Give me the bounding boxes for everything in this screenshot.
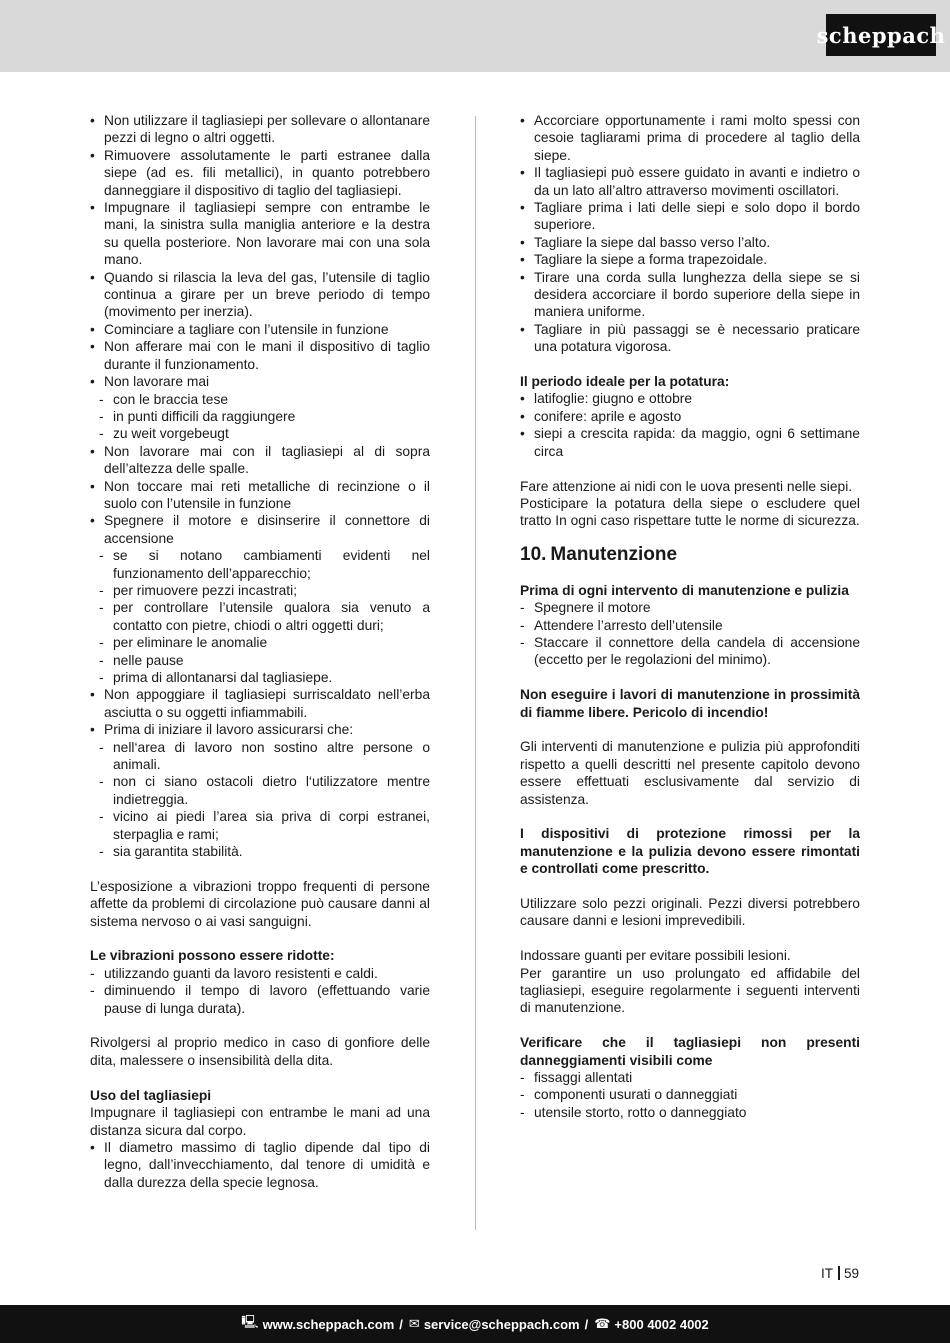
phone-icon: ☎: [594, 1316, 611, 1331]
dash-item: [90, 408, 430, 425]
bullet-item: [90, 112, 430, 147]
dash-marker: -: [99, 635, 104, 651]
list-item-text: in punti difficili da raggiungere: [113, 408, 296, 424]
bullet-item: [90, 443, 430, 478]
dash-marker: -: [520, 1104, 525, 1120]
bullet-marker: •: [520, 234, 525, 250]
column-divider: [475, 116, 476, 1230]
bullet-item: [90, 373, 430, 390]
list-item-text: Non utilizzare il tagliasiepi per sollevare o allontanare pezzi di legno o altri oggetti.: [104, 113, 430, 146]
bold-subheading: Prima di ogni intervento di manutenzione e pulizia: [520, 582, 849, 598]
footer-email-link[interactable]: service@scheppach.com: [423, 1316, 580, 1332]
bullet-marker: •: [520, 165, 525, 181]
bullet-item: [520, 269, 860, 321]
paragraph: Utilizzare solo pezzi originali. Pezzi diversi potrebbero causare danni e lesioni imprevedibili.: [520, 895, 860, 929]
bullet-marker: •: [90, 200, 95, 216]
bullet-marker: •: [90, 374, 95, 390]
list-item-text: Attendere l’arresto dell’utensile: [534, 617, 723, 633]
paragraph-spacer: [520, 356, 860, 373]
list-item-text: sia garantita stabilità.: [113, 844, 243, 860]
dash-item: [520, 599, 860, 616]
bullet-marker: •: [520, 269, 525, 285]
paragraph: Per garantire un uso prolungato ed affidabile del tagliasiepi, eseguire regolarmente i seguenti interventi di manutenzione.: [520, 965, 860, 1016]
list-item-text: Non lavorare mai: [104, 374, 210, 390]
list-item-text: Staccare il connettore della candela di accensione (eccetto per le regolazioni del minimo).: [534, 634, 860, 668]
bullet-item: [90, 686, 430, 721]
bullet-item: [90, 338, 430, 373]
list-item-text: fissaggi allentati: [534, 1070, 633, 1085]
bold-subheading: Verificare che il tagliasiepi non presenti danneggiamenti visibili come: [520, 1035, 860, 1068]
dash-marker: -: [520, 617, 525, 633]
dash-marker: -: [99, 774, 104, 790]
paragraph-spacer: [90, 1069, 430, 1086]
dash-marker: -: [99, 408, 104, 424]
bullet-marker: •: [90, 1139, 95, 1155]
list-item-text: Tagliare la siepe a forma trapezoidale.: [534, 252, 768, 268]
bullet-marker: •: [90, 339, 95, 355]
page-number: [821, 1266, 859, 1281]
dash-item: [520, 1086, 860, 1103]
list-item-text: per eliminare le anomalie: [113, 635, 268, 651]
dash-item: [90, 808, 430, 843]
bullet-marker: •: [90, 321, 95, 337]
page-number-value: 59: [843, 1266, 859, 1281]
bullet-marker: •: [90, 113, 95, 128]
dash-item: [90, 599, 430, 634]
list-item-text: Il tagliasiepi può essere guidato in avanti e indietro o da un lato all’altro attraverso movimenti oscillatori.: [534, 165, 860, 198]
dash-item: [90, 669, 430, 686]
dash-item: [90, 425, 430, 442]
paragraph-spacer: [520, 878, 860, 895]
list-item-text: Spegnere il motore: [534, 600, 651, 616]
bullet-marker: •: [520, 321, 525, 337]
paragraph: Indossare guanti per evitare possibili lesioni.: [520, 948, 791, 964]
list-item-text: non ci siano ostacoli dietro l‘utilizzatore mentre indietreggia.: [113, 774, 430, 807]
list-item-text: diminuendo il tempo di lavoro (effettuando varie pause di lunga durata).: [104, 983, 430, 1016]
list-item-text: prima di allontanarsi dal tagliasiepe.: [113, 670, 333, 685]
list-item-text: Prima di iniziare il lavoro assicurarsi che:: [104, 722, 354, 738]
paragraph-spacer: [520, 1017, 860, 1034]
language-code: IT: [820, 1266, 833, 1281]
dash-item: [90, 773, 430, 808]
left-column: [90, 112, 430, 1191]
dash-marker: -: [99, 809, 104, 825]
computer-icon: 🖳: [241, 1314, 259, 1329]
list-item-text: per controllare l’utensile qualora sia venuto a contatto con pietre, chiodi o altri oggetti duri;: [113, 600, 430, 633]
paragraph: L’esposizione a vibrazioni troppo frequenti di persone affette da problemi di circolazione può causare danni al sistema nervoso o ai vasi sanguigni.: [90, 878, 430, 929]
bullet-marker: •: [90, 513, 95, 529]
envelope-icon: ✉: [408, 1316, 420, 1331]
list-item-text: Spegnere il motore e disinserire il connettore di accensione: [104, 513, 430, 546]
dash-marker: -: [520, 1087, 525, 1103]
footer-bar: [0, 1305, 950, 1343]
bullet-item: [520, 234, 860, 251]
bold-subheading: Le vibrazioni possono essere ridotte:: [90, 948, 335, 964]
list-item-text: Tirare una corda sulla lunghezza della siepe se si desidera accorciare il bordo superiore della siepe in maniera uniforme.: [534, 269, 860, 320]
bullet-item: [520, 408, 860, 425]
dash-marker: -: [90, 983, 95, 999]
bullet-marker: •: [520, 113, 525, 128]
bullet-marker: •: [90, 269, 95, 285]
dash-marker: -: [520, 634, 525, 650]
bullet-marker: •: [90, 687, 95, 703]
paragraph-spacer: [90, 1017, 430, 1034]
dash-item: [90, 739, 430, 774]
bullet-marker: •: [520, 252, 525, 268]
dash-marker: -: [99, 582, 104, 598]
brand-logo: scheppach: [826, 14, 936, 56]
dash-marker: -: [90, 965, 95, 981]
dash-marker: -: [520, 1070, 525, 1085]
list-item-text: nelle pause: [113, 652, 184, 668]
bullet-item: [90, 721, 430, 738]
paragraph: Posticipare la potatura della siepe o escludere quel tratto In ogni caso rispettare tutte le norme di sicurezza.: [520, 495, 860, 529]
footer-website-link[interactable]: www.scheppach.com: [262, 1316, 395, 1332]
list-item-text: Quando si rilascia la leva del gas, l’utensile di taglio continua a girare per un breve periodo di tempo (movimento per inerzia).: [104, 269, 430, 320]
dash-item: [90, 652, 430, 669]
list-item-text: vicino ai piedi l’area sia priva di corpi estranei, sterpaglia e rami;: [113, 809, 430, 842]
list-item-text: zu weit vorgebeugt: [113, 426, 229, 442]
section-number: 10.: [520, 543, 547, 565]
list-item-text: Non toccare mai reti metalliche di recinzione o il suolo con l’utensile in funzione: [104, 478, 430, 511]
dash-marker: -: [520, 600, 525, 616]
bullet-item: [90, 269, 430, 321]
dash-item: [90, 982, 430, 1017]
paragraph-spacer: [520, 808, 860, 825]
list-item-text: con le braccia tese: [113, 391, 229, 407]
bullet-item: [520, 321, 860, 356]
bullet-item: [90, 199, 430, 269]
dash-marker: -: [99, 652, 104, 668]
list-item-text: Non appoggiare il tagliasiepi surriscaldato nell’erba asciutta o su oggetti infiammabili.: [104, 687, 430, 720]
bullet-marker: •: [90, 147, 95, 163]
bullet-marker: •: [520, 200, 525, 216]
list-item-text: Non lavorare mai con il tagliasiepi al di sopra dell’altezza delle spalle.: [104, 443, 430, 477]
header-bar: [0, 0, 950, 72]
paragraph-spacer: [90, 930, 430, 947]
section-title: Manutenzione: [550, 543, 678, 565]
list-item-text: conifere: aprile e agosto: [534, 408, 682, 424]
paragraph-spacer: [520, 930, 860, 947]
dash-marker: -: [99, 391, 104, 407]
bullet-marker: •: [90, 443, 95, 459]
bold-subheading: I dispositivi di protezione rimossi per la manutenzione e la pulizia devono essere rimontati e controllati come prescritto.: [520, 826, 860, 877]
list-item-text: per rimuovere pezzi incastrati;: [113, 582, 298, 598]
list-item-text: Impugnare il tagliasiepi sempre con entrambe le mani, la sinistra sulla maniglia anteriore e la destra su quella posteriore. Non lavorare mai con una sola mano.: [104, 200, 430, 268]
paragraph-spacer: [520, 669, 860, 686]
list-item-text: Tagliare in più passaggi se è necessario praticare una potatura vigorosa.: [534, 321, 860, 355]
list-item-text: Rimuovere assolutamente le parti estranee dalla siepe (ad es. fili metallici), in quanto potrebbero danneggiare il dispositivo di taglio del tagliasiepi.: [104, 147, 430, 198]
paragraph-spacer: [520, 460, 860, 477]
page-separator: [838, 1266, 840, 1280]
dash-marker: -: [99, 670, 104, 685]
paragraph: Gli interventi di manutenzione e pulizia più approfonditi rispetto a quelli descritti nel presente capitolo devono essere effettuati esclusivamente dal servizio di assistenza.: [520, 739, 860, 807]
dash-item: [90, 582, 430, 599]
paragraph-spacer: [520, 721, 860, 738]
right-column: [520, 112, 860, 1121]
list-item-text: latifoglie: giugno e ottobre: [534, 391, 693, 407]
bullet-marker: •: [90, 478, 95, 494]
dash-item: [90, 634, 430, 651]
bullet-item: [90, 321, 430, 338]
bullet-item: [520, 251, 860, 268]
dash-item: [520, 634, 860, 669]
section-heading: [520, 544, 860, 566]
dash-marker: -: [99, 548, 104, 564]
list-item-text: se si notano cambiamenti evidenti nel funzionamento dell’apparecchio;: [113, 548, 430, 581]
bold-subheading: Uso del tagliasiepi: [90, 1087, 212, 1103]
paragraph: Impugnare il tagliasiepi con entrambe le mani ad una distanza sicura dal corpo.: [90, 1105, 430, 1138]
list-item-text: Non afferare mai con le mani il dispositivo di taglio durante il funzionamento.: [104, 339, 430, 372]
dash-marker: -: [99, 739, 104, 755]
dash-item: [520, 617, 860, 634]
dash-item: [90, 965, 430, 982]
bullet-item: [520, 390, 860, 407]
bullet-marker: •: [520, 391, 525, 407]
bullet-item: [520, 425, 860, 460]
dash-item: [520, 1104, 860, 1121]
dash-marker: -: [99, 600, 104, 616]
bullet-item: [90, 1139, 430, 1191]
list-item-text: utensile storto, rotto o danneggiato: [534, 1104, 747, 1120]
footer-separator: /: [584, 1316, 589, 1332]
bullet-item: [90, 512, 430, 547]
dash-marker: -: [99, 426, 104, 442]
dash-item: [90, 391, 430, 408]
dash-item: [520, 1069, 860, 1086]
dash-item: [90, 547, 430, 582]
list-item-text: utilizzando guanti da lavoro resistenti e caldi.: [104, 965, 378, 981]
bullet-marker: •: [520, 426, 525, 442]
bold-subheading: Il periodo ideale per la potatura:: [520, 374, 730, 390]
bullet-marker: •: [520, 408, 525, 424]
bullet-item: [520, 199, 860, 234]
paragraph-spacer: [90, 860, 430, 877]
list-item-text: nell‘area di lavoro non sostino altre persone o animali.: [113, 739, 430, 773]
list-item-text: componenti usurati o danneggiati: [534, 1087, 738, 1103]
bullet-item: [90, 147, 430, 199]
bullet-item: [520, 112, 860, 164]
list-item-text: Tagliare la siepe dal basso verso l’alto.: [534, 234, 771, 250]
footer-separator: /: [399, 1316, 403, 1332]
bullet-marker: •: [90, 722, 95, 738]
list-item-text: Il diametro massimo di taglio dipende dal tipo di legno, dall’invecchiamento, dal tenore di umidità e dalla durezza della specie legnosa.: [104, 1139, 430, 1190]
list-item-text: Accorciare opportunamente i rami molto spessi con cesoie tagliarami prima di procedere al taglio della siepe.: [534, 113, 860, 163]
list-item-text: siepi a crescita rapida: da maggio, ogni 6 settimane circa: [534, 426, 860, 459]
list-item-text: Tagliare prima i lati delle siepi e solo dopo il bordo superiore.: [534, 200, 860, 233]
list-item-text: Cominciare a tagliare con l’utensile in funzione: [104, 321, 389, 337]
paragraph: Fare attenzione ai nidi con le uova presenti nelle siepi.: [520, 478, 853, 494]
dash-item: [90, 843, 430, 860]
footer-phone: +800 4002 4002: [614, 1316, 709, 1332]
dash-marker: -: [99, 844, 104, 860]
bold-subheading: Non eseguire i lavori di manutenzione in prossimità di fiamme libere. Pericolo di incendio!: [520, 687, 860, 720]
bullet-item: [520, 164, 860, 199]
paragraph: Rivolgersi al proprio medico in caso di gonfiore delle dita, malessere o insensibilità della dita.: [90, 1035, 430, 1068]
bullet-item: [90, 478, 430, 513]
